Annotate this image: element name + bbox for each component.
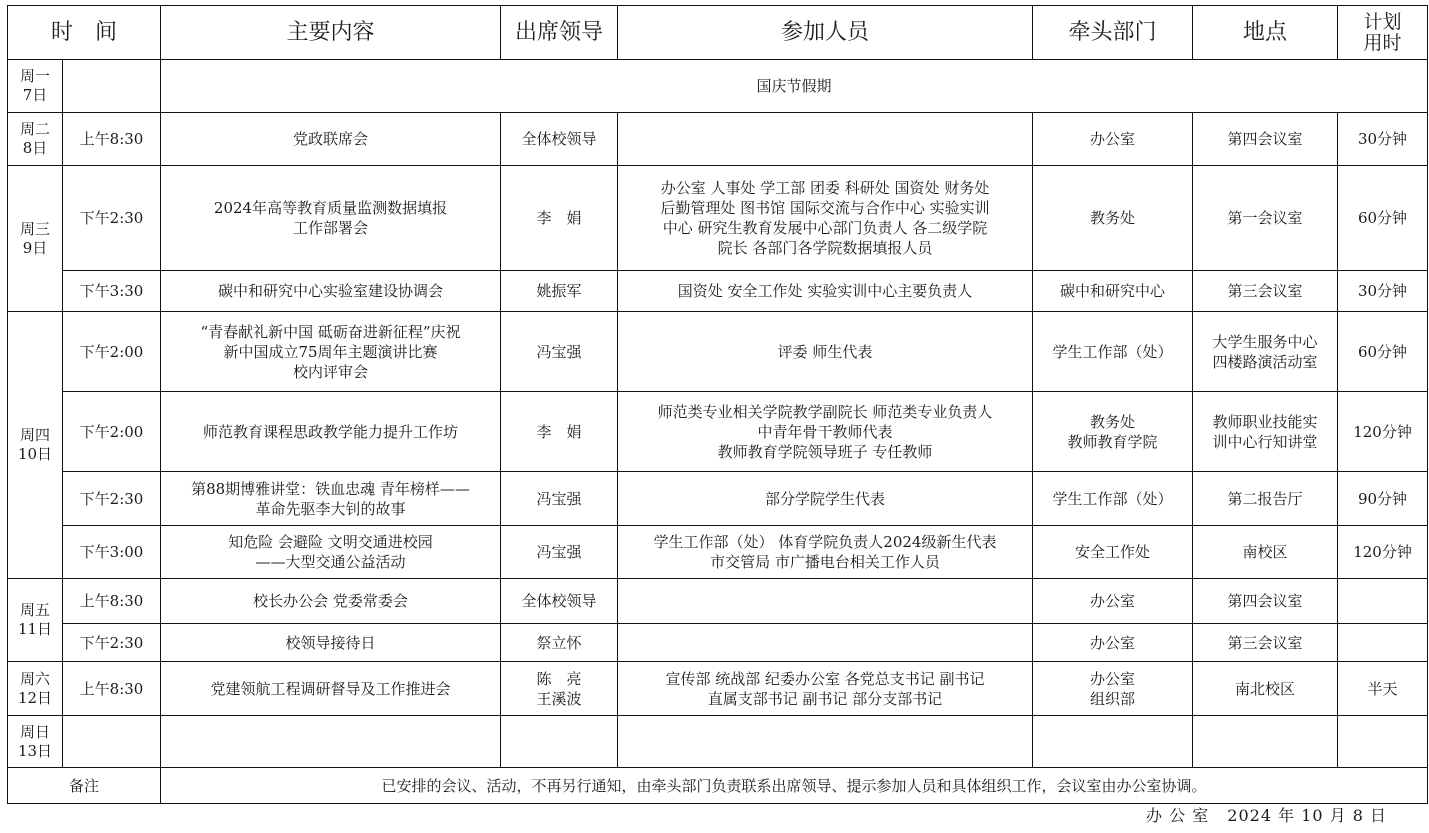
- participants-cell: [618, 624, 1033, 662]
- day-cell-wed: [8, 166, 63, 312]
- participants-line: 师范类专业相关学院教学副院长 师范类专业负责人: [657, 402, 993, 421]
- participants-line: 中青年骨干教师代表: [757, 422, 893, 441]
- department-cell: [1033, 624, 1193, 662]
- location-line: 四楼路演活动室: [1212, 352, 1318, 371]
- department-line: 办公室: [1090, 633, 1136, 652]
- duration-cell: 60分钟: [1338, 312, 1428, 392]
- participants-line: 评委 师生代表: [777, 342, 873, 361]
- location-line: 南北校区: [1235, 679, 1296, 698]
- location-cell: [1193, 392, 1338, 472]
- leader-line: 冯宝强: [536, 342, 582, 361]
- day-cell-fri: [8, 579, 63, 662]
- leader-cell: [501, 662, 618, 716]
- schedule-row: [8, 392, 1428, 472]
- empty-cell: [63, 60, 161, 113]
- location-cell: [1193, 526, 1338, 579]
- leader-line: 李 娟: [536, 422, 582, 441]
- leader-cell: [501, 312, 618, 392]
- duration-cell: 60分钟: [1338, 166, 1428, 271]
- participants-line: 教师教育学院领导班子 专任教师: [717, 442, 933, 461]
- leader-line: 王溪波: [536, 689, 582, 708]
- duration-cell: 120分钟: [1338, 526, 1428, 579]
- schedule-row: [8, 472, 1428, 526]
- content-line: 革命先驱李大钊的故事: [255, 499, 406, 518]
- time-cell: 下午3:30: [63, 271, 161, 312]
- participants-cell: [618, 271, 1033, 312]
- footer-office: 办 公 室: [1146, 806, 1210, 825]
- content-cell: [161, 271, 501, 312]
- content-line: 师范教育课程思政教学能力提升工作坊: [203, 422, 459, 441]
- date-label: 10日: [17, 445, 53, 463]
- location-line: 第一会议室: [1227, 209, 1303, 227]
- participants-line: 部分学院学生代表: [765, 489, 886, 508]
- leader-line: 全体校领导: [521, 592, 597, 610]
- header-time: 时 间: [8, 6, 161, 60]
- location-line: 第四会议室: [1227, 130, 1303, 148]
- department-line: 办公室: [1090, 592, 1136, 610]
- participants-line: 后勤管理处 图书馆 国际交流与合作中心 实验实训: [660, 199, 990, 217]
- participants-line: 国资处 安全工作处 实验实训中心主要负责人: [677, 282, 973, 300]
- content-cell: [161, 662, 501, 716]
- location-cell: [1193, 662, 1338, 716]
- empty-cell: [1193, 716, 1338, 768]
- time-cell: 下午2:30: [63, 166, 161, 271]
- header-row: [8, 6, 1428, 60]
- duration-cell: 90分钟: [1338, 472, 1428, 526]
- date-label: 11日: [17, 620, 53, 638]
- empty-cell: [1338, 716, 1428, 768]
- day-cell-mon: [8, 60, 63, 113]
- department-line: 学生工作部（处）: [1052, 489, 1173, 508]
- day-row-mon: [8, 60, 1428, 113]
- leader-line: 姚振军: [536, 282, 582, 300]
- duration-cell: 30分钟: [1338, 113, 1428, 166]
- leader-line: 陈 亮: [536, 669, 582, 688]
- content-cell: [161, 579, 501, 624]
- location-line: 教师职业技能实: [1212, 412, 1318, 431]
- location-cell: [1193, 624, 1338, 662]
- content-line: 校内评审会: [293, 362, 369, 381]
- content-line: ——大型交通公益活动: [255, 553, 406, 571]
- time-cell: 下午2:30: [63, 472, 161, 526]
- department-cell: [1033, 271, 1193, 312]
- note-label: 备注: [8, 768, 161, 804]
- content-line: 党政联席会: [293, 130, 369, 148]
- location-line: 第三会议室: [1227, 633, 1303, 652]
- schedule-table: [7, 5, 1428, 804]
- content-line: 2024年高等教育质量监测数据填报: [213, 199, 448, 217]
- content-line: 第88期博雅讲堂：铁血忠魂 青年榜样——: [191, 479, 470, 498]
- duration-cell: 120分钟: [1338, 392, 1428, 472]
- department-line: 办公室: [1090, 669, 1136, 688]
- weekday-label: 周六: [19, 669, 50, 688]
- leader-cell: [501, 472, 618, 526]
- department-cell: [1033, 113, 1193, 166]
- department-cell: [1033, 579, 1193, 624]
- department-cell: [1033, 392, 1193, 472]
- leader-cell: [501, 392, 618, 472]
- location-line: 大学生服务中心: [1212, 332, 1318, 351]
- leader-line: 冯宝强: [536, 543, 582, 561]
- footer-signature: [1134, 806, 1387, 826]
- day-row-sun: [8, 716, 1428, 768]
- schedule-row: [8, 579, 1428, 624]
- content-line: 校长办公会 党委常委会: [253, 592, 408, 610]
- empty-cell: [501, 716, 618, 768]
- department-line: 教务处: [1090, 209, 1136, 227]
- participants-line: 市交管局 市广播电台相关工作人员: [710, 553, 940, 571]
- department-cell: [1033, 526, 1193, 579]
- header-location: 地点: [1193, 6, 1338, 60]
- time-cell: 上午8:30: [63, 113, 161, 166]
- time-cell: 上午8:30: [63, 662, 161, 716]
- department-line: 办公室: [1090, 130, 1136, 148]
- empty-cell: [1033, 716, 1193, 768]
- date-label: 12日: [17, 688, 53, 707]
- content-cell: [161, 526, 501, 579]
- date-label: 13日: [17, 741, 53, 760]
- header-participants: 参加人员: [618, 6, 1033, 60]
- header-leader: 出席领导: [501, 6, 618, 60]
- leader-line: 冯宝强: [536, 489, 582, 508]
- weekday-label: 周三: [19, 219, 50, 238]
- location-line: 第三会议室: [1227, 282, 1303, 300]
- content-line: 工作部署会: [293, 219, 369, 237]
- leader-line: 李 娟: [536, 209, 582, 227]
- time-cell: 上午8:30: [63, 579, 161, 624]
- department-cell: [1033, 472, 1193, 526]
- department-cell: [1033, 312, 1193, 392]
- location-line: 南校区: [1242, 543, 1288, 561]
- department-line: 教务处: [1090, 412, 1136, 431]
- holiday-cell: 国庆节假期: [161, 60, 1428, 113]
- day-cell-thu: [8, 312, 63, 579]
- department-line: 教师教育学院: [1067, 432, 1158, 451]
- schedule-row: [8, 166, 1428, 271]
- day-cell-sat: [8, 662, 63, 716]
- location-line: 第四会议室: [1227, 592, 1303, 610]
- empty-cell: [63, 716, 161, 768]
- department-line: 学生工作部（处）: [1052, 342, 1173, 361]
- schedule-row: [8, 662, 1428, 716]
- duration-cell: [1338, 624, 1428, 662]
- location-cell: [1193, 312, 1338, 392]
- leader-line: 祭立怀: [536, 633, 582, 652]
- leader-cell: [501, 113, 618, 166]
- department-cell: [1033, 166, 1193, 271]
- location-cell: [1193, 166, 1338, 271]
- empty-cell: [618, 716, 1033, 768]
- header-duration-label: 计划用时: [1363, 10, 1402, 54]
- location-line: 第二报告厅: [1227, 489, 1303, 508]
- location-cell: [1193, 113, 1338, 166]
- content-line: 党建领航工程调研督导及工作推进会: [210, 679, 451, 698]
- leader-cell: [501, 526, 618, 579]
- empty-cell: [161, 716, 501, 768]
- schedule-row: [8, 312, 1428, 392]
- content-cell: [161, 312, 501, 392]
- department-cell: [1033, 662, 1193, 716]
- date-label: 9日: [22, 238, 48, 257]
- content-cell: [161, 392, 501, 472]
- weekday-label: 周二: [19, 120, 50, 138]
- content-line: 校领导接待日: [285, 633, 376, 652]
- schedule-row: [8, 271, 1428, 312]
- department-line: 组织部: [1090, 689, 1136, 708]
- schedule-row: [8, 113, 1428, 166]
- header-duration: [1338, 6, 1428, 60]
- participants-cell: [618, 662, 1033, 716]
- participants-cell: [618, 526, 1033, 579]
- day-cell-sun: [8, 716, 63, 768]
- content-cell: [161, 472, 501, 526]
- schedule-row: [8, 624, 1428, 662]
- participants-line: 中心 研究生教育发展中心部门负责人 各二级学院: [662, 219, 988, 237]
- header-content: 主要内容: [161, 6, 501, 60]
- day-cell-tue: [8, 113, 63, 166]
- content-line: 知危险 会避险 文明交通进校园: [228, 533, 433, 551]
- content-line: 新中国成立75周年主题演讲比赛: [223, 342, 438, 361]
- participants-cell: [618, 166, 1033, 271]
- participants-line: 直属支部书记 副书记 部分支部书记: [707, 689, 943, 708]
- weekday-label: 周五: [19, 601, 50, 619]
- participants-cell: [618, 392, 1033, 472]
- location-line: 训中心行知讲堂: [1212, 432, 1318, 451]
- time-cell: 下午2:30: [63, 624, 161, 662]
- content-cell: [161, 166, 501, 271]
- participants-line: 办公室 人事处 学工部 团委 科研处 国资处 财务处: [660, 179, 990, 197]
- leader-cell: [501, 166, 618, 271]
- leader-cell: [501, 624, 618, 662]
- weekday-label: 周四: [19, 426, 50, 444]
- leader-cell: [501, 271, 618, 312]
- header-department: 牵头部门: [1033, 6, 1193, 60]
- department-line: 安全工作处: [1075, 543, 1151, 561]
- duration-cell: [1338, 579, 1428, 624]
- time-cell: 下午2:00: [63, 392, 161, 472]
- content-line: “青春献礼新中国 砥砺奋进新征程”庆祝: [200, 322, 461, 341]
- participants-cell: [618, 579, 1033, 624]
- duration-cell: 30分钟: [1338, 271, 1428, 312]
- participants-cell: [618, 113, 1033, 166]
- location-cell: [1193, 579, 1338, 624]
- leader-line: 全体校领导: [521, 130, 597, 148]
- content-cell: [161, 113, 501, 166]
- department-line: 碳中和研究中心: [1060, 282, 1166, 300]
- content-line: 碳中和研究中心实验室建设协调会: [218, 282, 444, 300]
- weekday-label: 周一: [19, 67, 50, 85]
- location-cell: [1193, 472, 1338, 526]
- weekday-label: 周日: [19, 722, 50, 741]
- participants-line: 学生工作部（处） 体育学院负责人2024级新生代表: [653, 533, 997, 551]
- date-label: 7日: [22, 86, 48, 104]
- participants-cell: [618, 472, 1033, 526]
- leader-cell: [501, 579, 618, 624]
- content-cell: [161, 624, 501, 662]
- date-label: 8日: [22, 139, 48, 157]
- participants-line: 院长 各部门各学院数据填报人员: [717, 239, 933, 257]
- time-cell: 下午3:00: [63, 526, 161, 579]
- time-cell: 下午2:00: [63, 312, 161, 392]
- note-text: 已安排的会议、活动，不再另行通知，由牵头部门负责联系出席领导、提示参加人员和具体组织工作，会议室由办公室协调。: [161, 768, 1428, 804]
- participants-line: 宣传部 统战部 纪委办公室 各党总支书记 副书记: [665, 669, 985, 688]
- duration-cell: 半天: [1338, 662, 1428, 716]
- schedule-row: [8, 526, 1428, 579]
- location-cell: [1193, 271, 1338, 312]
- footer-date: 2024 年 10 月 8 日: [1227, 806, 1387, 825]
- participants-cell: [618, 312, 1033, 392]
- note-row: [8, 768, 1428, 804]
